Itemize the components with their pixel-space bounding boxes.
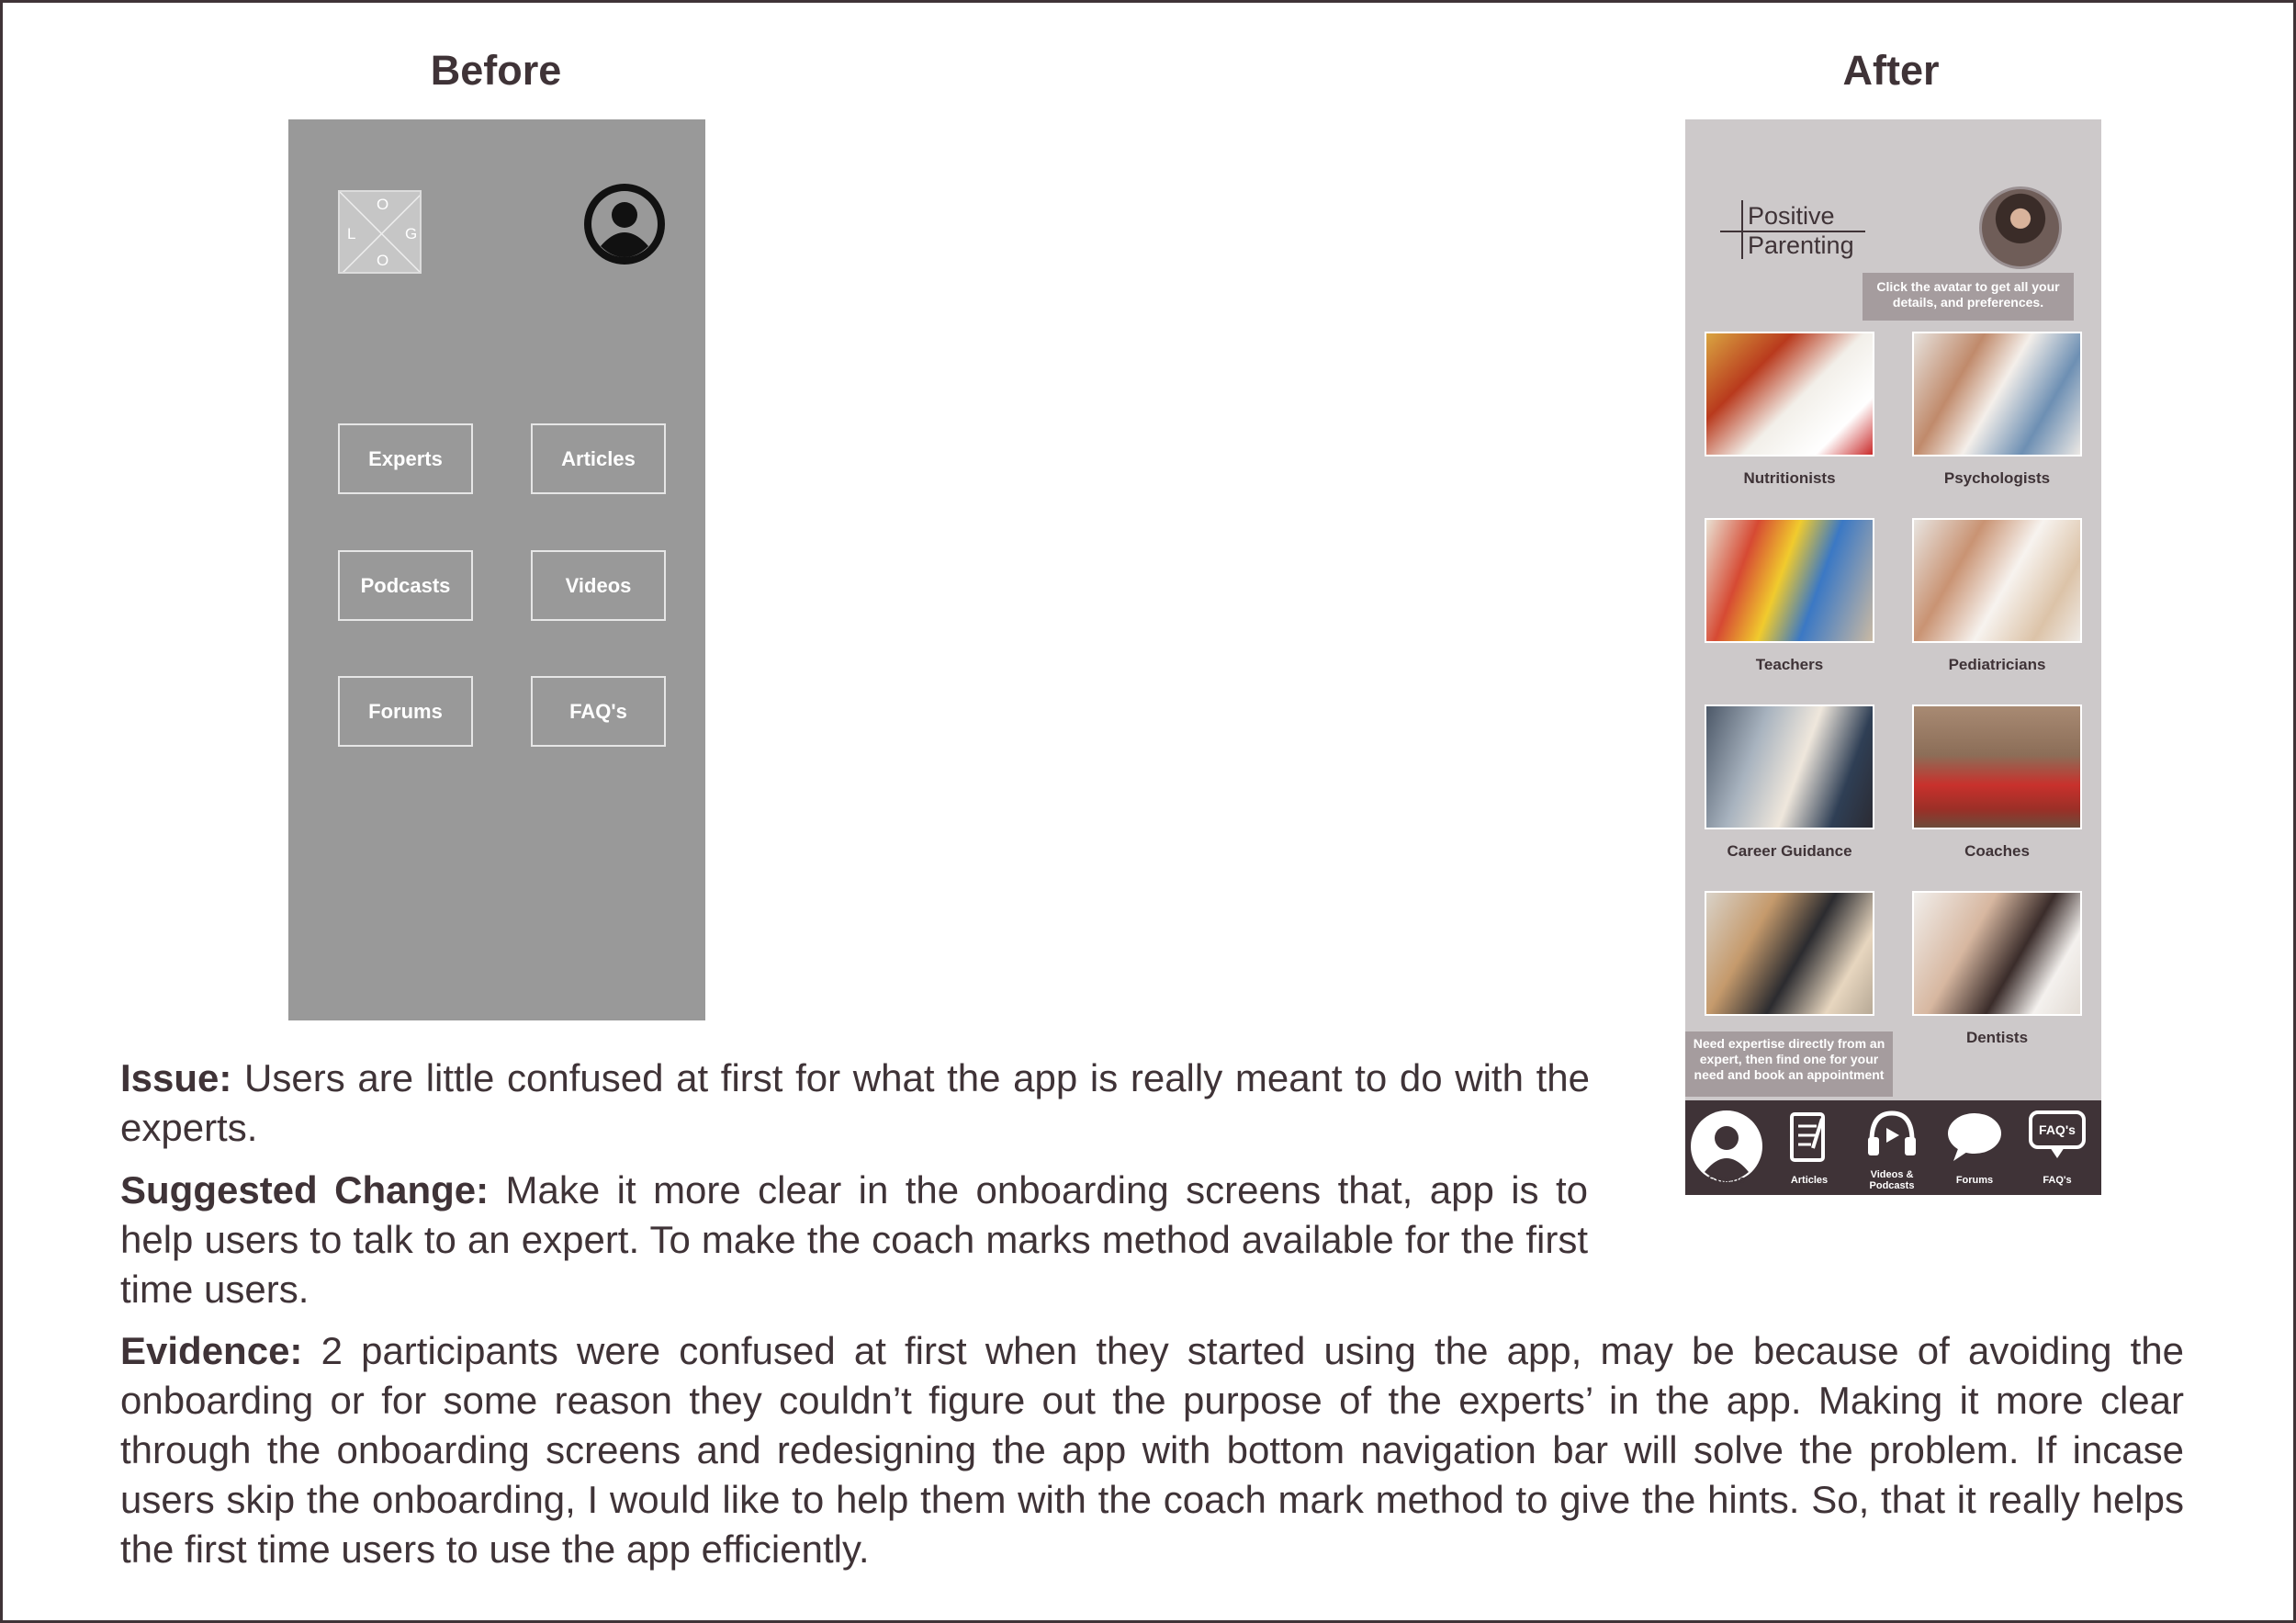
expert-person-icon — [1690, 1110, 1763, 1183]
evidence-text: 2 participants were confused at first when they started using the app, may be because of avoiding the onboarding or for some reason they couldn’t figure out the purpose of the experts’ in the app. Making it more clear through the onboarding screens and redesigning the app with bottom navigation bar will solve the problem. If incase users skip the onboarding, I would like to help them with the coach mark method to give the hints. So, that it really helps the first time users to use the app efficiently. — [120, 1329, 2184, 1571]
nav-faqs[interactable] — [2016, 1100, 2099, 1195]
category-tile-teachers[interactable] — [1705, 518, 1874, 674]
issue-paragraph — [120, 1054, 1590, 1153]
nav-label: Forums — [1955, 1175, 1994, 1186]
logo-letter: G — [405, 225, 418, 242]
videos-button[interactable]: Videos — [531, 550, 666, 621]
logo-text-line2: Parenting — [1748, 231, 1854, 259]
suggested-change-paragraph — [120, 1166, 1588, 1314]
category-tile-psychologists[interactable] — [1912, 332, 2082, 488]
experts-coach-mark: Need expertise directly from an expert, then find one for your need and book an appointment — [1685, 1031, 1893, 1097]
suggested-change-label: Suggested Change: — [120, 1168, 490, 1212]
category-label: Pediatricians — [1948, 656, 2046, 673]
chat-bubble-icon — [1946, 1111, 2003, 1163]
logo-placeholder — [338, 190, 422, 274]
career-guidance-image — [1705, 704, 1874, 829]
evidence-paragraph — [120, 1326, 2184, 1574]
logo-letter: O — [377, 196, 389, 213]
issue-label: Issue: — [120, 1056, 232, 1099]
nav-experts[interactable] — [1685, 1100, 1768, 1195]
nav-articles[interactable] — [1768, 1100, 1851, 1195]
issue-text: Users are little confused at first for what the app is really meant to do with the experts. — [120, 1056, 1590, 1149]
category-label: Career Guidance — [1727, 842, 1852, 860]
logo-letter: O — [377, 252, 389, 269]
category-label: Dentists — [1965, 1029, 2029, 1046]
positive-parenting-logo — [1720, 200, 1867, 265]
logo-letter: L — [347, 225, 356, 242]
faqs-button[interactable]: FAQ's — [531, 676, 666, 747]
nav-label: Articles — [1790, 1175, 1829, 1186]
category-tile-career-guidance[interactable] — [1705, 704, 1874, 861]
avatar-coach-mark: Click the avatar to get all your details, and preferences. — [1863, 273, 2074, 321]
nav-label: FAQ's — [2043, 1175, 2072, 1186]
nav-videos-podcasts[interactable] — [1851, 1100, 1933, 1195]
evidence-label: Evidence: — [120, 1329, 303, 1372]
category-label: Teachers — [1755, 656, 1824, 673]
headphones-icon — [1864, 1108, 1919, 1159]
pediatricians-image — [1912, 518, 2082, 643]
experts-consultation-image — [1705, 891, 1874, 1016]
dentists-image — [1912, 891, 2082, 1016]
coaches-image — [1912, 704, 2082, 829]
nav-label: Videos & Podcasts — [1869, 1169, 1915, 1191]
nav-label: Experts — [1707, 1175, 1746, 1186]
category-label: Coaches — [1964, 842, 2030, 860]
after-heading: After — [1842, 47, 1940, 94]
category-tile-experts[interactable] — [1705, 891, 1874, 1016]
suggested-change-text: Make it more clear in the onboarding screens that, app is to help users to talk to an expert. To make the coach marks method available for the first time users. — [120, 1168, 1588, 1311]
podcasts-button[interactable]: Podcasts — [338, 550, 473, 621]
articles-button[interactable]: Articles — [531, 423, 666, 494]
category-tile-coaches[interactable] — [1912, 704, 2082, 861]
articles-document-icon — [1789, 1111, 1829, 1165]
category-label: Psychologists — [1943, 469, 2051, 487]
category-tile-dentists[interactable] — [1912, 891, 2082, 1047]
nutritionists-image — [1705, 332, 1874, 456]
nav-forums[interactable] — [1933, 1100, 2016, 1195]
teachers-image — [1705, 518, 1874, 643]
psychologists-image — [1912, 332, 2082, 456]
logo-divider — [1741, 200, 1743, 259]
faq-bubble-text: FAQ's — [2039, 1122, 2076, 1137]
bottom-navigation-bar — [1685, 1100, 2101, 1195]
logo-text-line1: Positive — [1748, 202, 1835, 230]
experts-button[interactable]: Experts — [338, 423, 473, 494]
before-wireframe-screen — [288, 119, 705, 1020]
forums-button[interactable]: Forums — [338, 676, 473, 747]
user-avatar[interactable] — [1979, 186, 2062, 269]
category-label: Nutritionists — [1743, 469, 1836, 487]
profile-avatar-icon[interactable] — [582, 182, 667, 266]
category-tile-pediatricians[interactable] — [1912, 518, 2082, 674]
before-heading: Before — [430, 47, 562, 94]
category-tile-nutritionists[interactable] — [1705, 332, 1874, 488]
after-mockup-screen — [1685, 119, 2101, 1195]
